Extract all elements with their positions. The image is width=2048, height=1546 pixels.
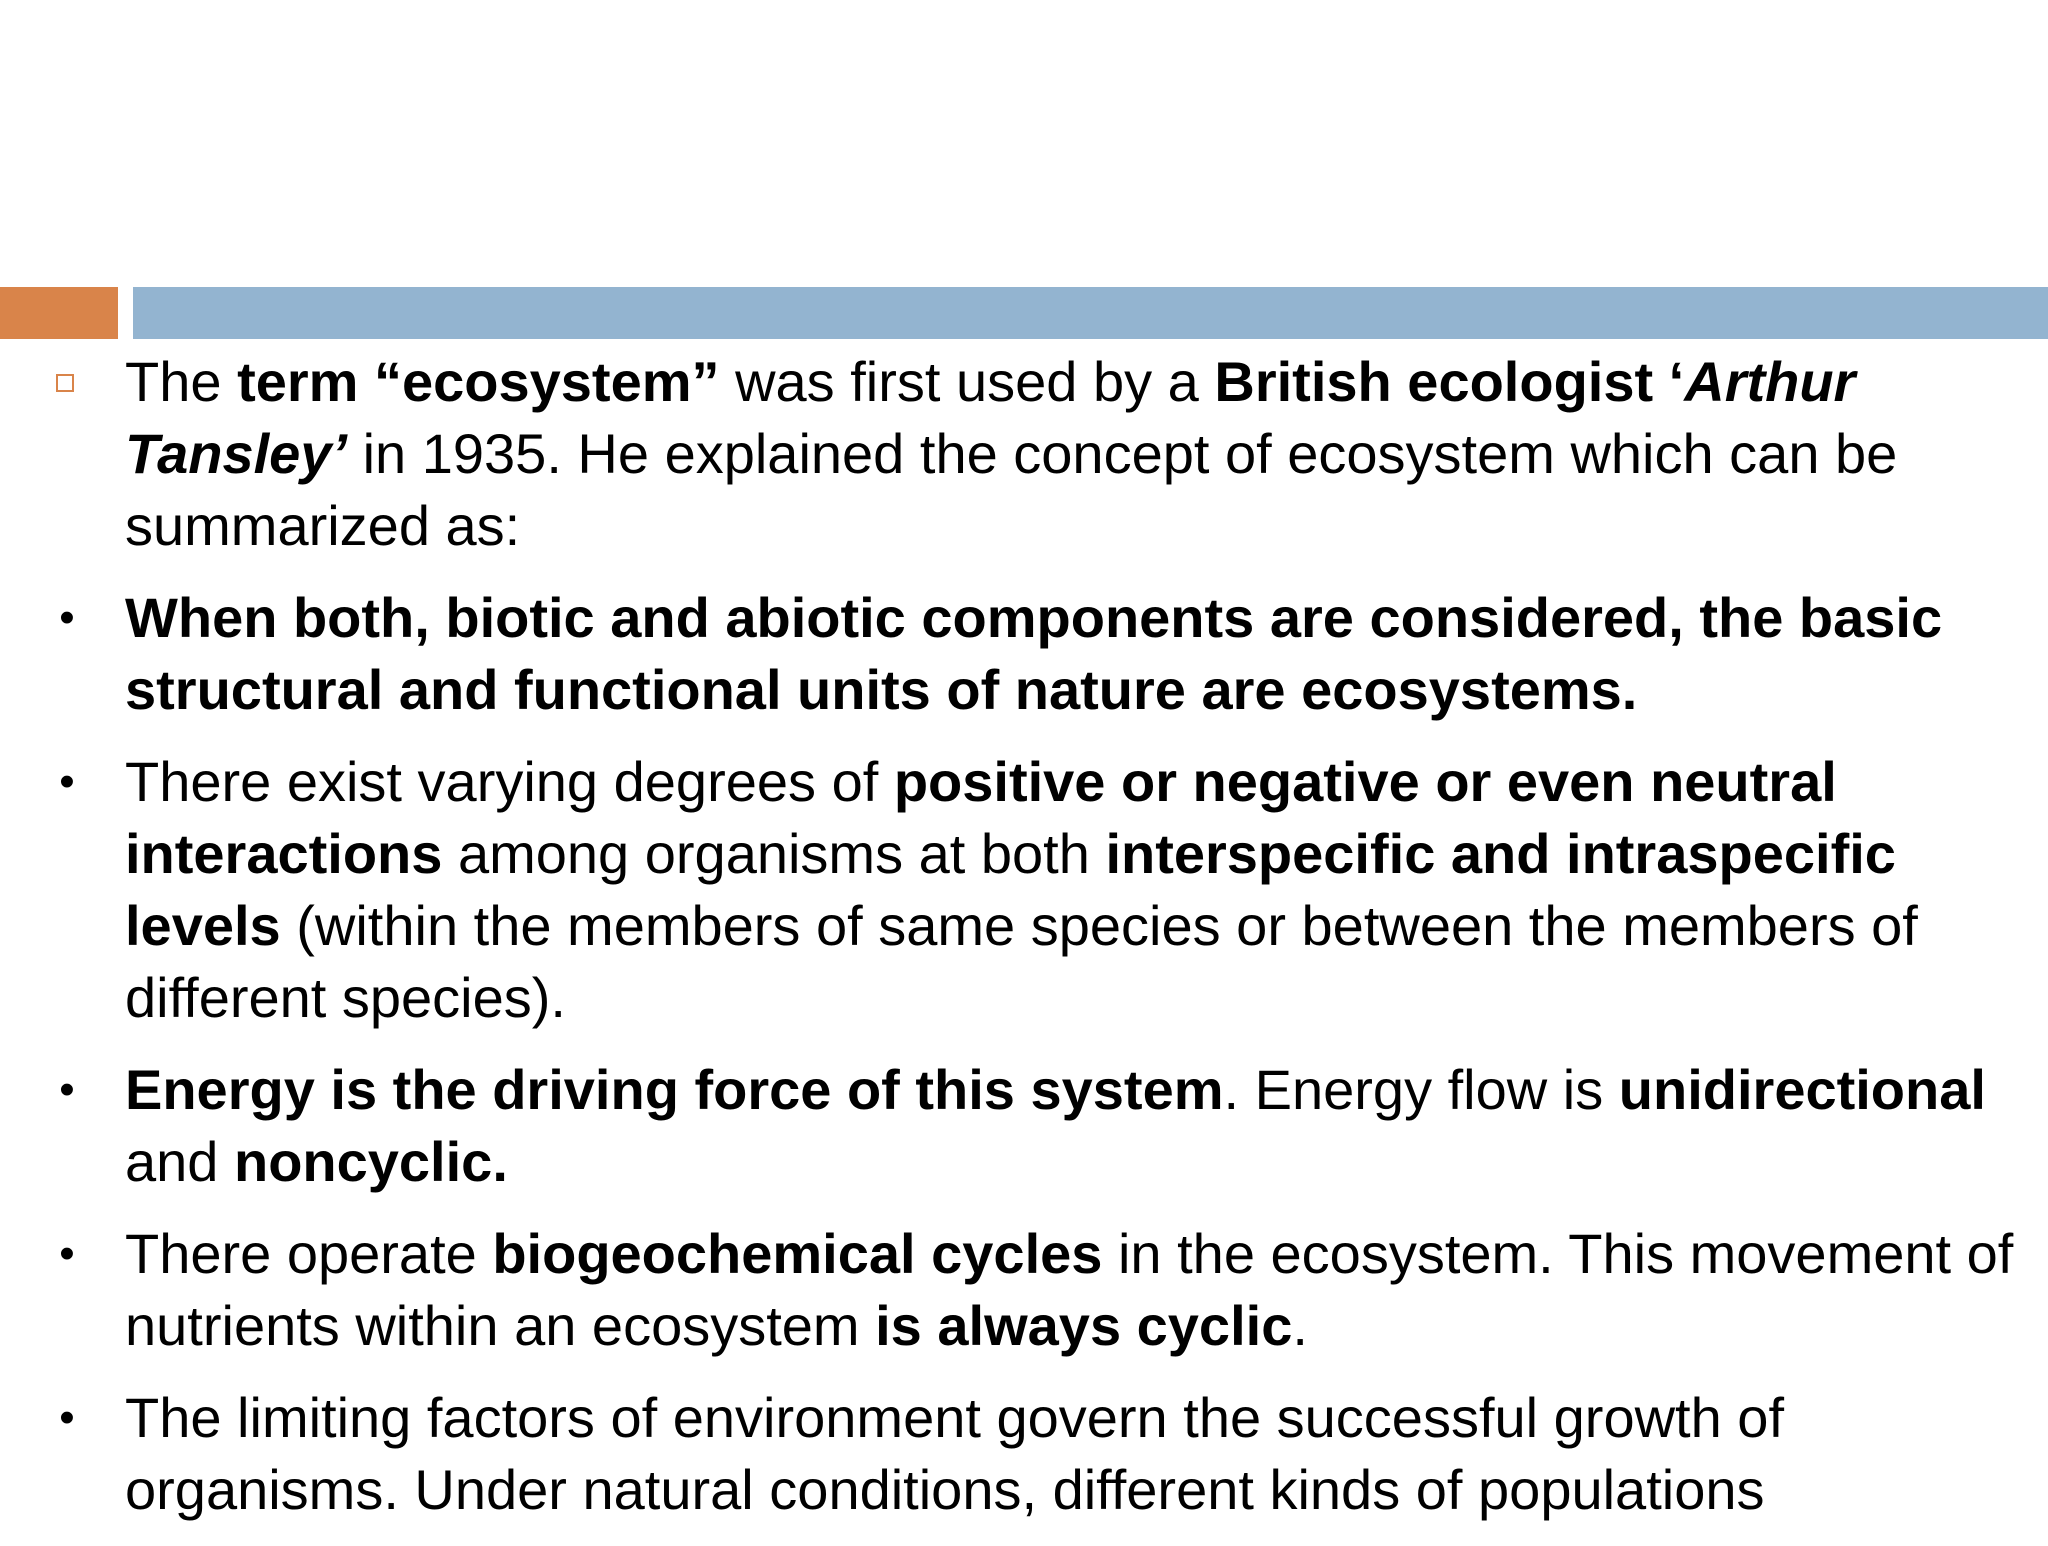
text-run: The bbox=[125, 350, 238, 413]
text-run-bold: When both, biotic and abiotic components are considered, the basic structural and functional units of nature are ecosystems. bbox=[125, 586, 1943, 721]
text-run: . Energy flow is bbox=[1223, 1058, 1619, 1121]
list-item-biogeochemical bbox=[0, 1218, 2048, 1362]
bullet-dot-icon: • bbox=[59, 1065, 75, 1114]
list-item-intro bbox=[0, 346, 2048, 562]
text-run: The limiting factors of environment govern the successful growth of organisms. Under natural conditions, different kinds of populations bbox=[125, 1386, 1784, 1521]
text-run: . bbox=[1292, 1294, 1308, 1357]
text-run-bold: biogeochemical cycles bbox=[492, 1222, 1103, 1285]
text-run-bold: British ecologist ‘ bbox=[1214, 350, 1685, 413]
list-item-limiting-factors bbox=[0, 1382, 2048, 1526]
text-run-bold: Energy is the driving force of this system bbox=[125, 1058, 1224, 1121]
text-run-bold: term “ecosystem” bbox=[237, 350, 720, 413]
bullet-dot-icon: • bbox=[59, 1393, 75, 1442]
text-run: was first used by a bbox=[719, 350, 1215, 413]
bullet-dot-icon: • bbox=[59, 593, 75, 642]
square-bullet-icon bbox=[56, 374, 74, 392]
bullet-dot-icon: • bbox=[59, 757, 75, 806]
text-run: and bbox=[125, 1130, 234, 1193]
list-item-ecosystem-units bbox=[0, 582, 2048, 726]
text-run-bold: interspecific and intraspecific levels bbox=[125, 822, 1896, 957]
text-run-bold: positive or negative or even neutral interactions bbox=[125, 750, 1837, 885]
text-run-bold: is always cyclic bbox=[875, 1294, 1293, 1357]
text-run-bold: unidirectional bbox=[1618, 1058, 1986, 1121]
text-run-bold: noncyclic. bbox=[234, 1130, 508, 1193]
header-accent-bar-orange bbox=[0, 287, 118, 339]
text-run: among organisms at both bbox=[442, 822, 1106, 885]
text-run: in the ecosystem. This movement of nutrients within an ecosystem bbox=[125, 1222, 2014, 1357]
slide-body bbox=[0, 346, 2048, 1546]
text-run: There operate bbox=[125, 1222, 493, 1285]
text-run-bold-italic: Arthur Tansley’ bbox=[125, 350, 1856, 485]
text-run: (within the members of same species or between the members of different species). bbox=[125, 894, 1918, 1029]
header-accent-bar-blue bbox=[133, 287, 2048, 339]
list-item-energy bbox=[0, 1054, 2048, 1198]
text-run: in 1935. He explained the concept of ecosystem which can be summarized as: bbox=[125, 422, 1898, 557]
list-item-interactions bbox=[0, 746, 2048, 1034]
bullet-dot-icon: • bbox=[59, 1229, 75, 1278]
text-run: There exist varying degrees of bbox=[125, 750, 894, 813]
